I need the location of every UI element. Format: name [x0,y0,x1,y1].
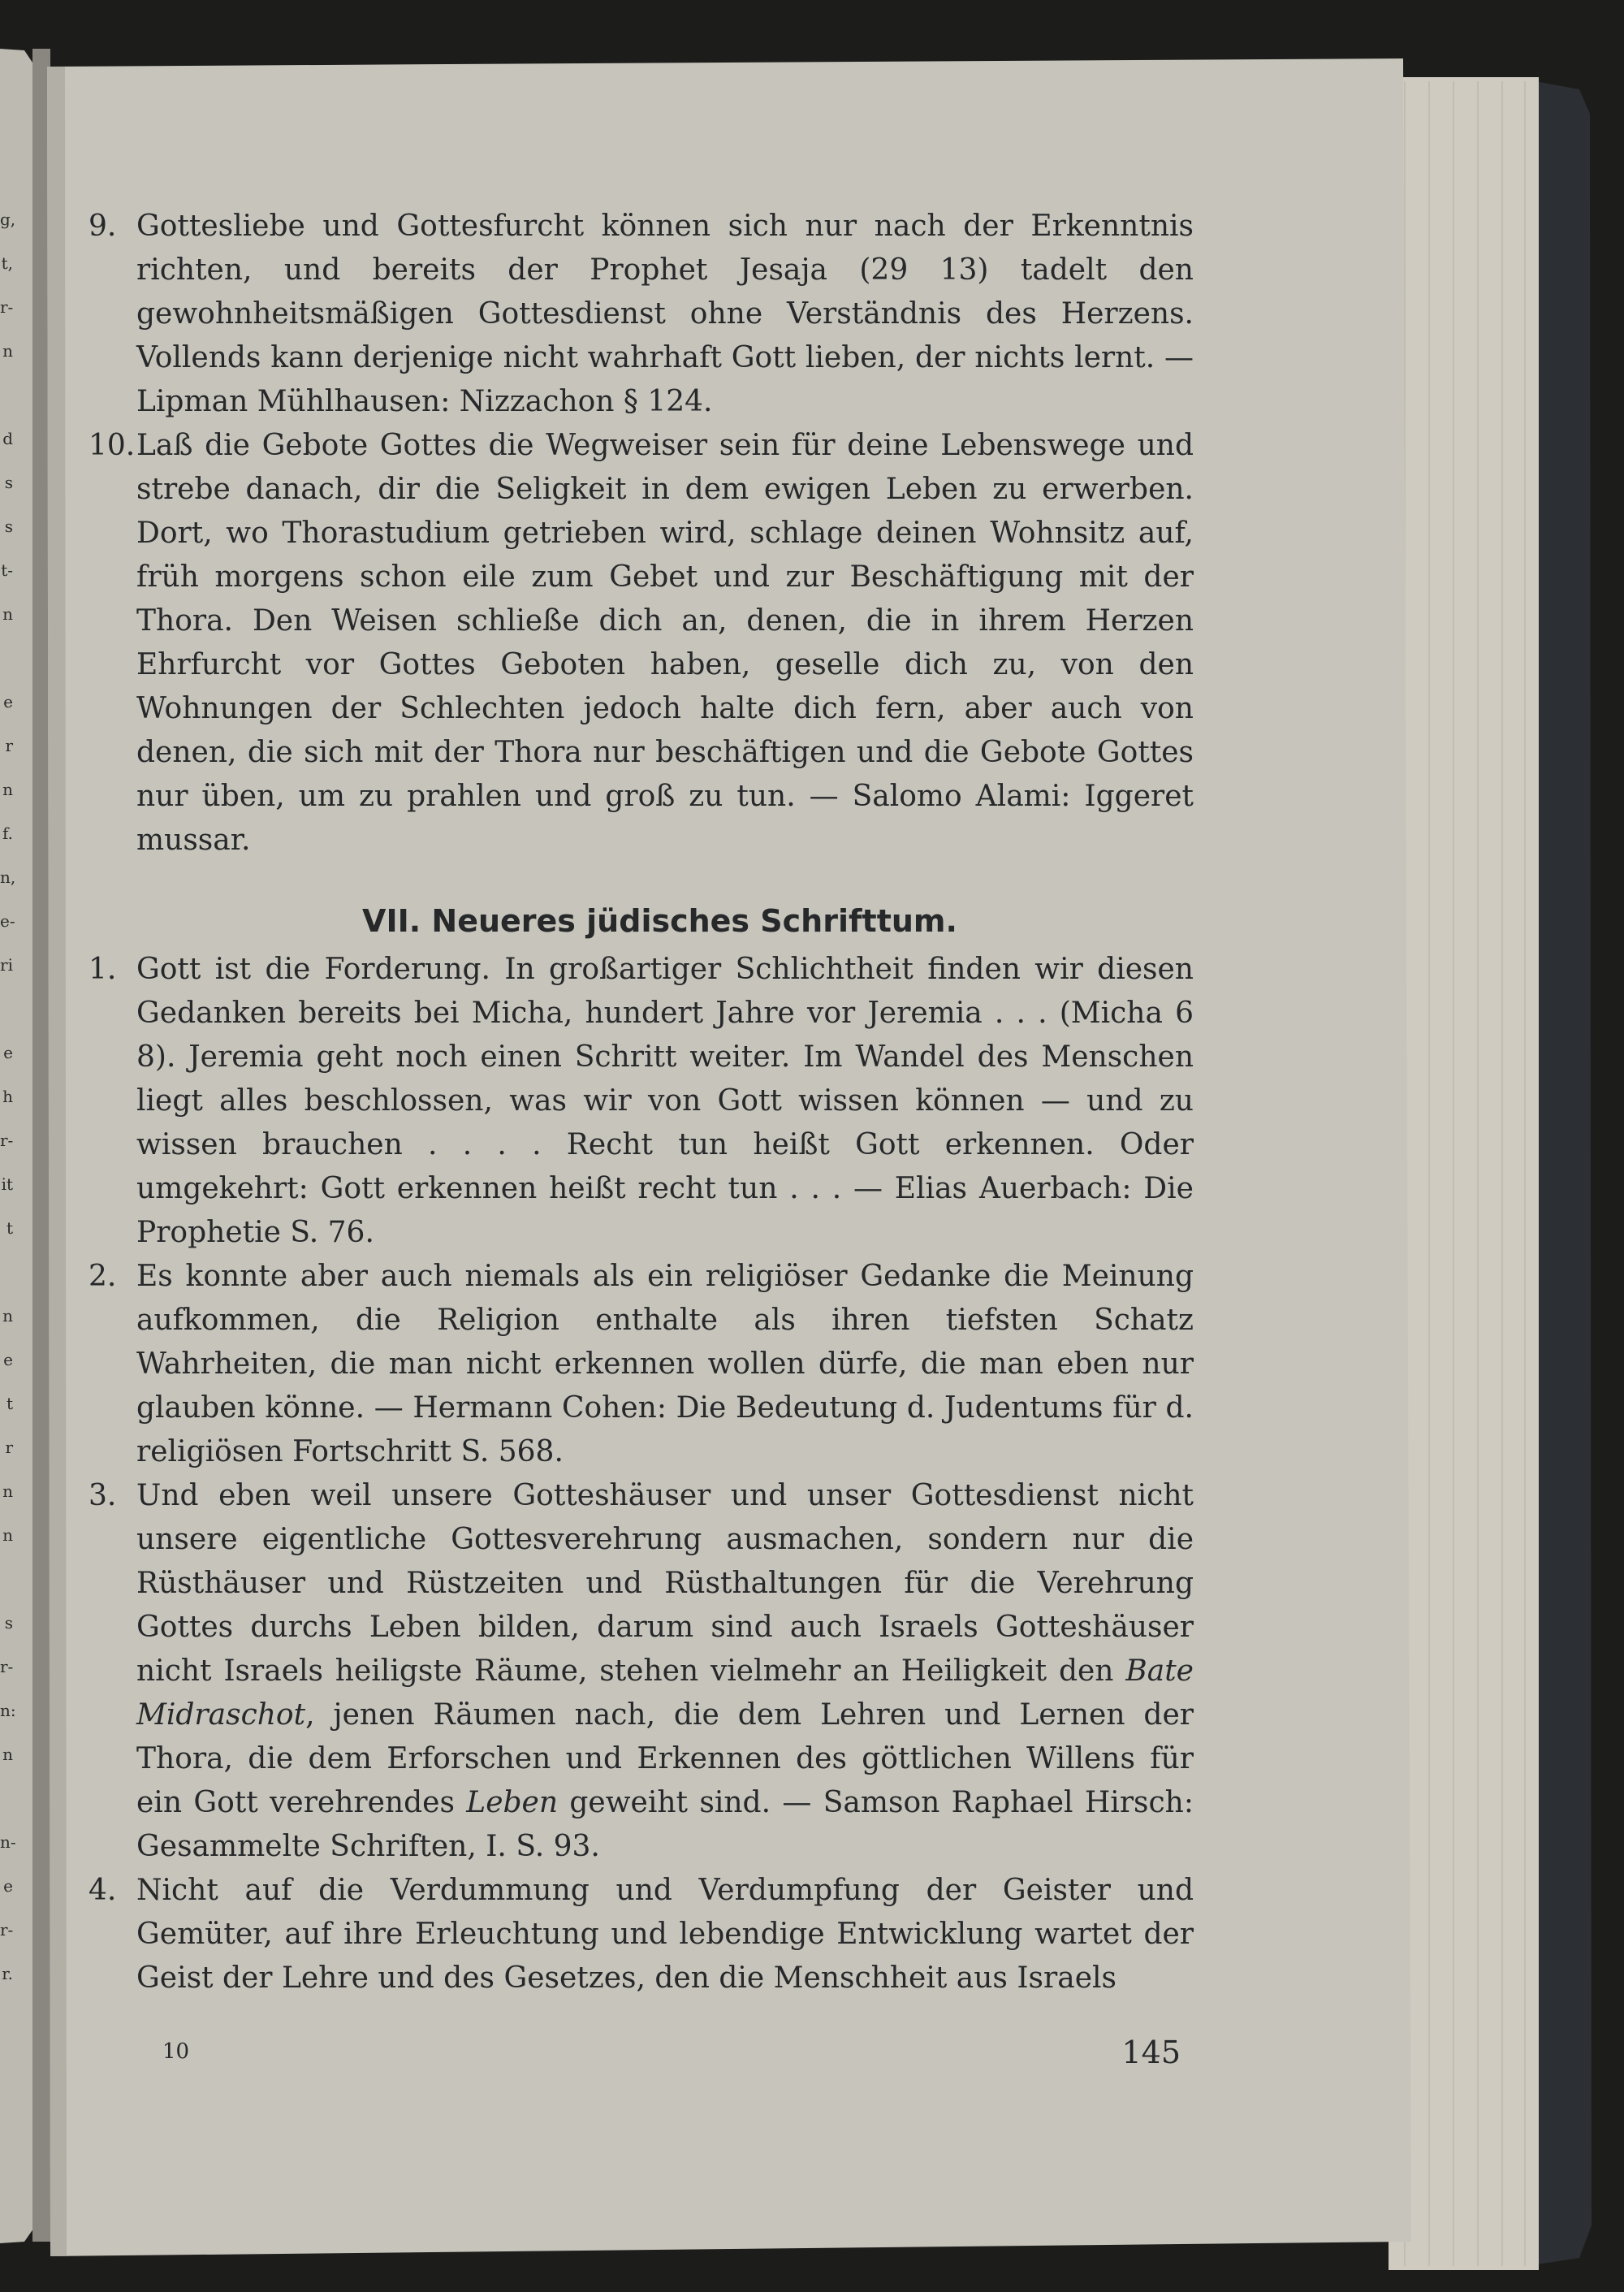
entry-number: 3. [89,1479,117,1512]
edge-fragment: s [4,517,13,536]
entry-number: 4. [89,1874,117,1907]
entry-text: Gottesliebe und Gottesfurcht können sich nur nach der Erkenntnis richten, und bereits der Prophet Jesaja (29 13) tadelt den gewohnheitsmäßigen Gottesdienst ohne Verständnis des Herzens. Vollends kann derjenige nicht wahrhaft Gott lieben, der nichts lernt. — Lipman Mühlhausen: Nizzachon § 124. [136,210,1194,418]
page-body [89,205,1194,2000]
entry-text-italic: Leben [466,1786,559,1819]
page-number: 145 [1121,2035,1181,2070]
entry-text-part: , jenen Räumen nach, die dem Lehren und Lernen der Thora, die dem Erforschen und Erkennen des göttlichen Willens für ein Gott verehrendes [136,1698,1194,1819]
edge-fragment: t- [1,560,13,580]
edge-fragment: e [3,1876,13,1896]
edge-fragment: n [2,604,13,624]
entry-text-part: geweiht sind. — Samson Raphael Hirsch: Gesammelte Schriften, I. S. 93. [136,1786,1194,1863]
edge-fragment: r- [0,1657,14,1676]
section-heading: VII. Neueres jüdisches Schrifttum. [362,903,957,939]
edge-fragment: h [2,1087,13,1106]
edge-fragment: n- [0,1832,16,1852]
entry-text: Es konnte aber auch niemals als ein religiöser Gedanke die Meinung aufkommen, die Religion enthalte als ihren tiefsten Schatz Wahrheiten, die man nicht erkennen wollen dürfe, die man eben nur glauben könne. — Hermann Cohen: Die Bedeutung d. Judentums für d. religiösen Fortschritt S. 568. [136,1260,1194,1468]
edge-fragment: n [2,1481,13,1501]
edge-fragment: n [2,1306,13,1325]
edge-fragment: e [3,1350,13,1369]
entry-item-4 [89,1869,1194,2000]
edge-fragment: r [5,736,13,755]
edge-fragment: n [2,1525,13,1545]
entry-item-1 [89,948,1194,1255]
edge-fragment: ri [0,955,13,975]
entry-text: Laß die Gebote Gottes die Wegweiser sein für deine Lebenswege und strebe danach, dir die Seligkeit in dem ewigen Leben zu erwerben. Dort, wo Thorastudium getrieben wird, schlage deinen Wohnsitz auf, früh morgens schon eile zum Gebet und zur Beschäftigung mit der Thora. Den Weisen schließe dich an, denen, die in ihrem Herzen Ehrfurcht vor Gottes Geboten haben, geselle dich zu, von den Wohnungen der Schlechten jedoch halte dich fern, aber auch von denen, die sich mit der Thora nur beschäftigen und die Gebote Gottes nur üben, um zu prahlen und groß zu tun. — Salomo Alami: Iggeret mussar. [136,429,1194,857]
edge-fragment: t, [1,253,13,273]
edge-fragment: d [2,429,13,448]
entry-number: 1. [89,953,117,986]
edge-fragment: g, [0,210,16,229]
edge-fragment: it [1,1174,13,1194]
edge-fragment: e- [0,911,15,931]
entry-text-part: Und eben weil unsere Gotteshäuser und unser Gottesdienst nicht unsere eigentliche Gottesverehrung ausmachen, sondern nur die Rüsthäuser und Rüstzeiten und Rüsthaltungen für die Verehrung Gottes durchs Leben bilden, darum sind auch Israels Gotteshäuser nicht Israels heiligste Räume, stehen vielmehr an Heiligkeit den [136,1479,1194,1688]
edge-fragment: r- [0,1920,14,1940]
entry-text: Nicht auf die Verdummung und Verdumpfung der Geister und Gemüter, auf ihre Erleuchtung und lebendige Entwicklung wartet der Geist der Lehre und des Gesetzes, den die Menschheit aus Israels [136,1874,1194,1995]
edge-fragment: e [3,1043,13,1062]
entry-item-2 [89,1255,1194,1474]
signature-mark: 10 [162,2039,190,2064]
entry-number: 9. [89,210,117,243]
edge-fragment: s [4,1613,13,1633]
entry-number: 2. [89,1260,117,1293]
entry-text: Gott ist die Forderung. In großartiger Schlichtheit finden wir diesen Gedanken bereits bei Micha, hundert Jahre vor Jeremia . . . (Micha 6 8). Jeremia geht noch einen Schritt weiter. Im Wandel des Menschen liegt alles beschlossen, was wir von Gott wissen können — und zu wissen brauchen . . . . Recht tun heißt Gott erkennen. Oder umgekehrt: Gott erkennen heißt recht tun . . . — Elias Auerbach: Die Prophetie S. 76. [136,953,1194,1249]
entry-text-italic: Bate Midraschot [136,1654,1194,1732]
edge-fragment: r- [0,297,14,317]
edge-fragment: t [6,1394,13,1413]
edge-fragment: n [2,341,13,361]
entry-item-9 [89,205,1194,424]
edge-fragment: n: [0,1701,16,1720]
edge-fragment: s [4,473,13,492]
entry-item-10 [89,424,1194,863]
entry-number: 10. [89,429,136,462]
entry-item-3 [89,1474,1194,1869]
edge-fragment: r- [0,1131,14,1150]
page-stack [1389,77,1539,2270]
edge-fragment: r. [2,1964,13,1983]
entry-text [136,1474,1194,1869]
edge-fragment: t [6,1218,13,1238]
edge-fragment: n [2,780,13,799]
edge-fragment: r [5,1438,13,1457]
edge-fragment: e [3,692,13,711]
edge-fragment: f. [2,824,13,843]
edge-fragment: n [2,1745,13,1764]
edge-fragment: n, [0,867,16,887]
